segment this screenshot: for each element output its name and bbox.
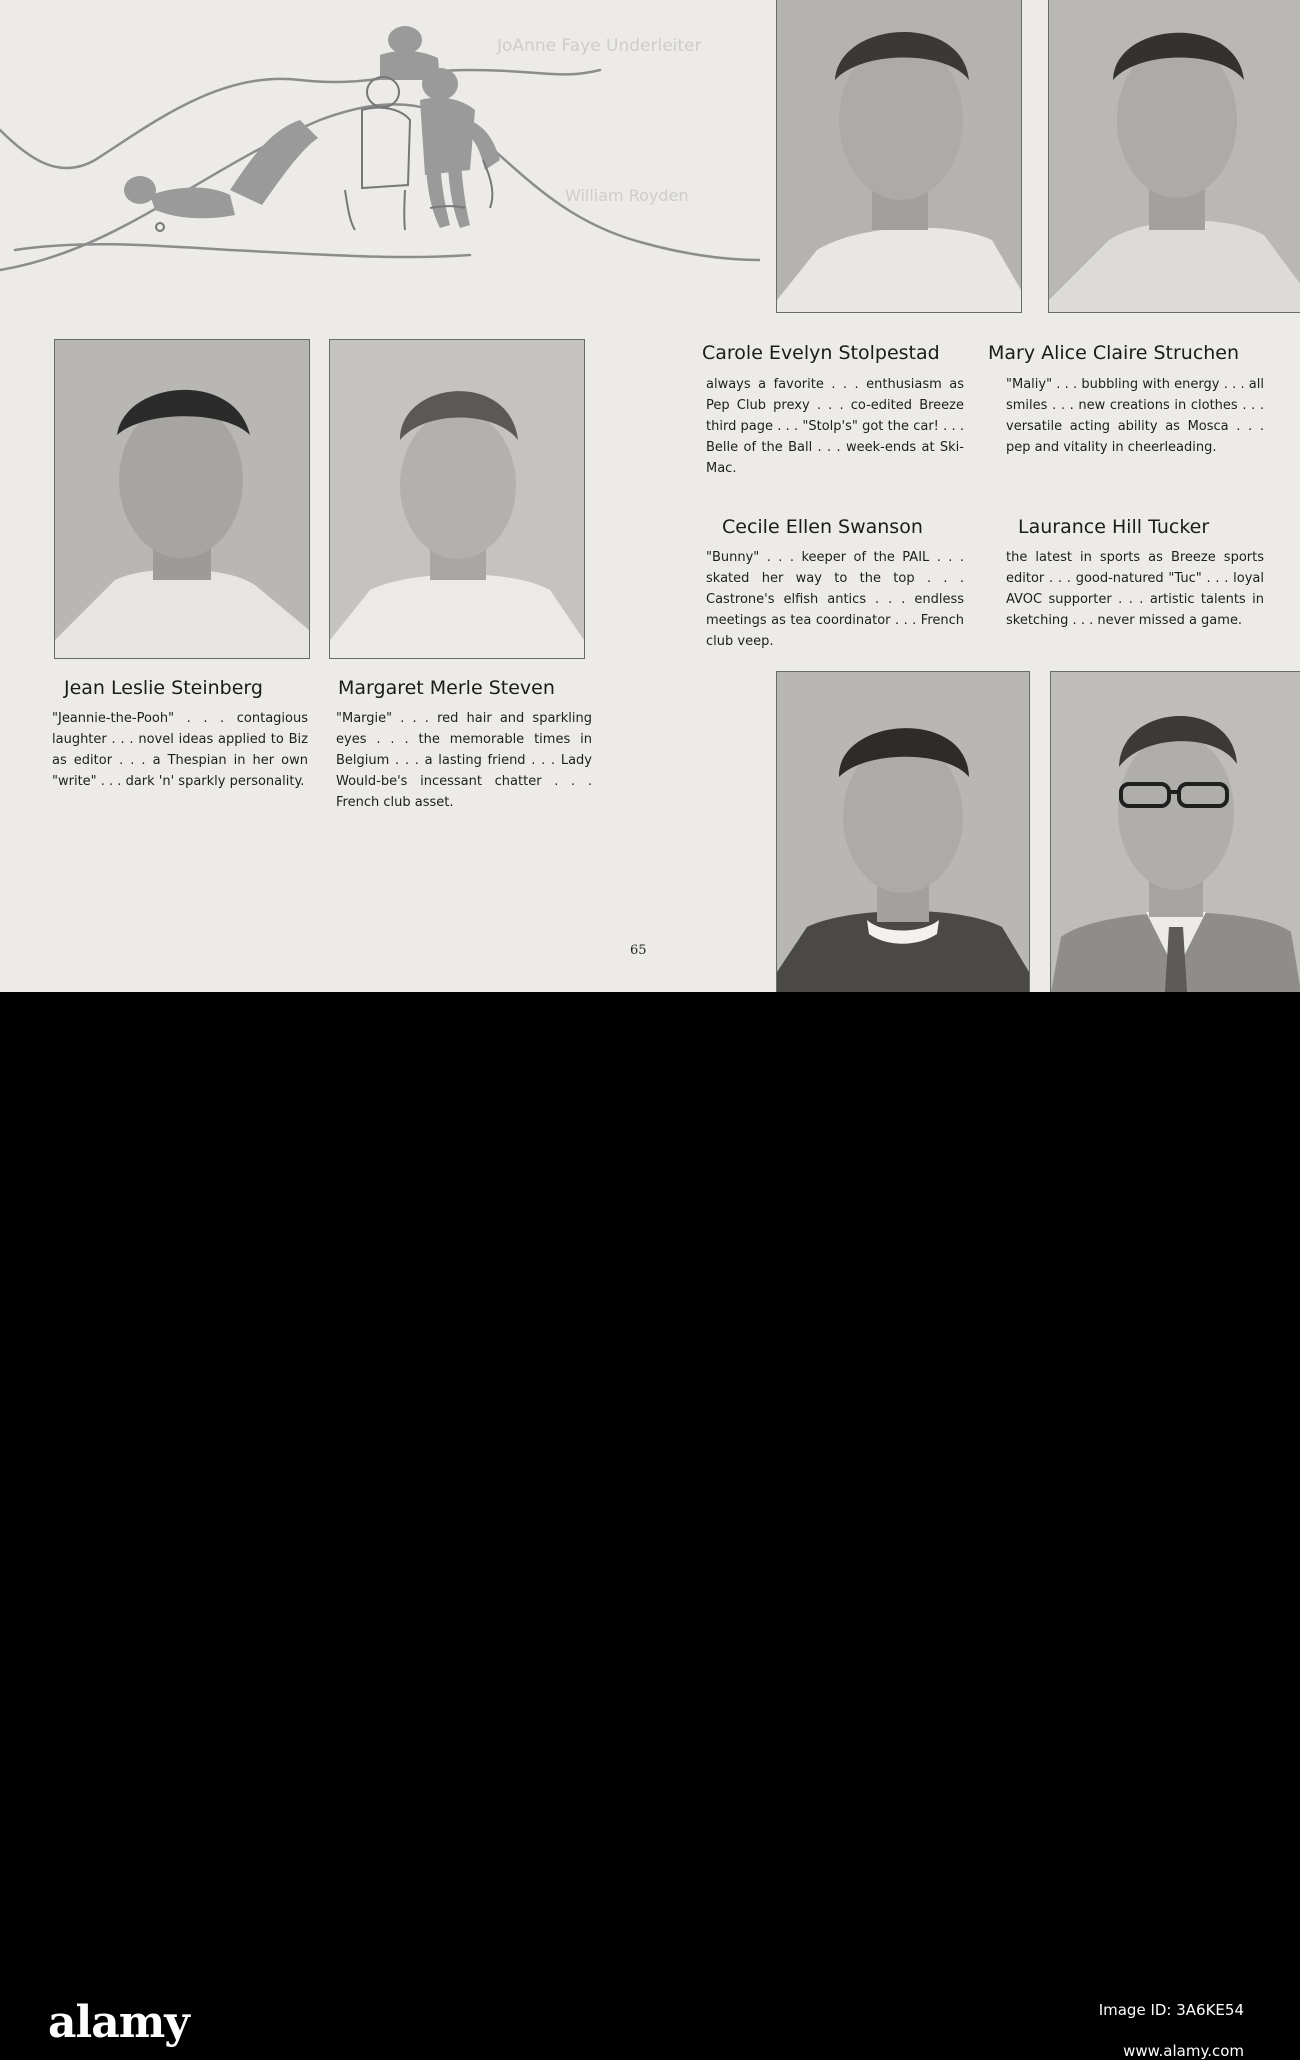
- ghost-heading: William Royden: [565, 186, 689, 205]
- portrait-photo-struchen: [1048, 0, 1300, 313]
- student-name: Jean Leslie Steinberg: [64, 677, 263, 699]
- portrait-photo-swanson: [776, 671, 1030, 992]
- ghost-heading: JoAnne Faye Underleiter: [497, 36, 702, 56]
- student-bio: "Maliy" . . . bubbling with energy . . . all smiles . . . new creations in clothes . . . versatile acting ability as Mosca . . . pep and vitality in cheerleading.: [1006, 377, 1264, 455]
- yearbook-page: [0, 0, 1300, 992]
- image-id-label: Image ID: 3A6KE54: [1098, 2001, 1244, 2019]
- student-name: Cecile Ellen Swanson: [722, 516, 923, 538]
- student-bio: the latest in sports as Breeze sports editor . . . good-natured "Tuc" . . . loyal AVOC supporter . . . artistic talents in sketching . . . never missed a game.: [1006, 550, 1264, 628]
- portrait-photo-steven: [329, 339, 585, 659]
- student-bio: always a favorite . . . enthusiasm as Pep Club prexy . . . co-edited Breeze third page . . . "Stolp's" got the car! . . . Belle of the Ball . . . week-ends at Ski-Mac.: [706, 377, 964, 476]
- source-url-label: www.alamy.com: [1123, 2042, 1244, 2060]
- page-number: 65: [630, 943, 647, 958]
- sledding-illustration: [0, 10, 760, 280]
- student-bio: "Margie" . . . red hair and sparkling eyes . . . the memorable times in Belgium . . . a lasting friend . . . Lady Would-be's incessant chatter . . . French club asset.: [336, 711, 592, 810]
- alamy-logo: alamy: [48, 1997, 189, 2048]
- student-name: Mary Alice Claire Struchen: [988, 342, 1240, 364]
- student-bio: "Jeannie-the-Pooh" . . . contagious laughter . . . novel ideas applied to Biz as editor . . . a Thespian in her own "write" . . . dark 'n' sparkly personality.: [52, 711, 308, 789]
- student-name: Carole Evelyn Stolpestad: [702, 342, 940, 364]
- portrait-photo-tucker: [1050, 671, 1300, 992]
- portrait-photo-steinberg: [54, 339, 310, 659]
- student-bio: "Bunny" . . . keeper of the PAIL . . . skated her way to the top . . . Castrone's elfish antics . . . endless meetings as tea coordinator . . . French club veep.: [706, 550, 964, 649]
- student-name: Margaret Merle Steven: [338, 677, 555, 699]
- watermark-footer: [0, 992, 1300, 2060]
- portrait-photo-stolpestad: [776, 0, 1022, 313]
- student-name: Laurance Hill Tucker: [1018, 516, 1210, 538]
